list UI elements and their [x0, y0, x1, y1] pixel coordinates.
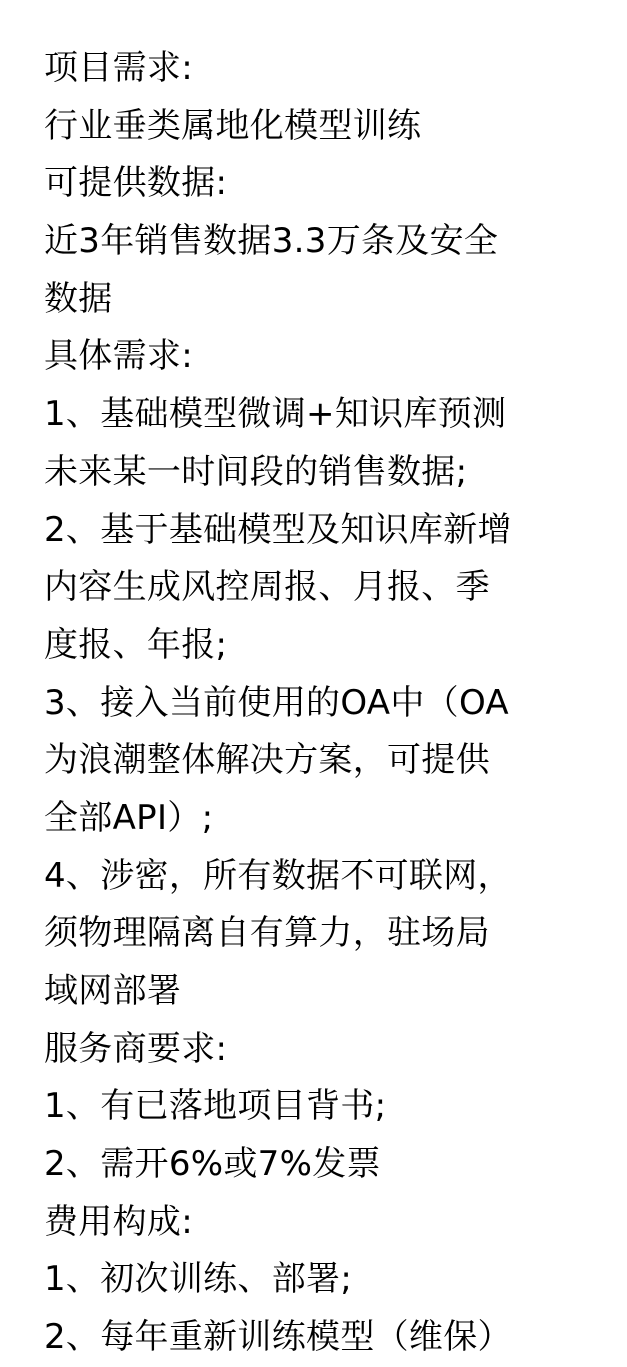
- text-line: 1、基础模型微调+知识库预测: [44, 394, 507, 435]
- text-line: 3、接入当前使用的OA中（OA: [44, 682, 509, 723]
- text-line: 须物理隔离自有算力，驻场局: [44, 913, 490, 954]
- heading-specific-requirements: 具体需求:: [44, 336, 193, 377]
- text-line: 度报、年报;: [44, 624, 228, 665]
- text-line: 行业垂类属地化模型训练: [44, 105, 422, 146]
- heading-cost-structure: 费用构成:: [44, 1201, 193, 1242]
- text-line: 全部API）;: [44, 797, 214, 838]
- text-line: 1、初次训练、部署;: [44, 1259, 353, 1300]
- text-line: 4、涉密，所有数据不可联网，: [44, 855, 512, 896]
- heading-data-provided: 可提供数据:: [44, 163, 228, 204]
- text-line: 数据: [44, 278, 113, 319]
- heading-project-requirements: 项目需求:: [44, 48, 193, 88]
- text-line: 未来某一时间段的销售数据;: [44, 451, 468, 492]
- text-line: 2、需开6%或7%发票: [44, 1144, 381, 1185]
- text-line: 近3年销售数据3.3万条及安全: [44, 221, 499, 262]
- text-line: 1、有已落地项目背书;: [44, 1086, 387, 1127]
- text-line: 2、基于基础模型及知识库新增: [44, 509, 512, 550]
- text-line: 2、每年重新训练模型（维保）: [44, 1317, 512, 1358]
- heading-vendor-requirements: 服务商要求:: [44, 1028, 228, 1069]
- text-line: 内容生成风控周报、月报、季: [44, 567, 490, 608]
- text-line: 域网部署: [44, 971, 182, 1011]
- text-line: 为浪潮整体解决方案，可提供: [44, 740, 490, 781]
